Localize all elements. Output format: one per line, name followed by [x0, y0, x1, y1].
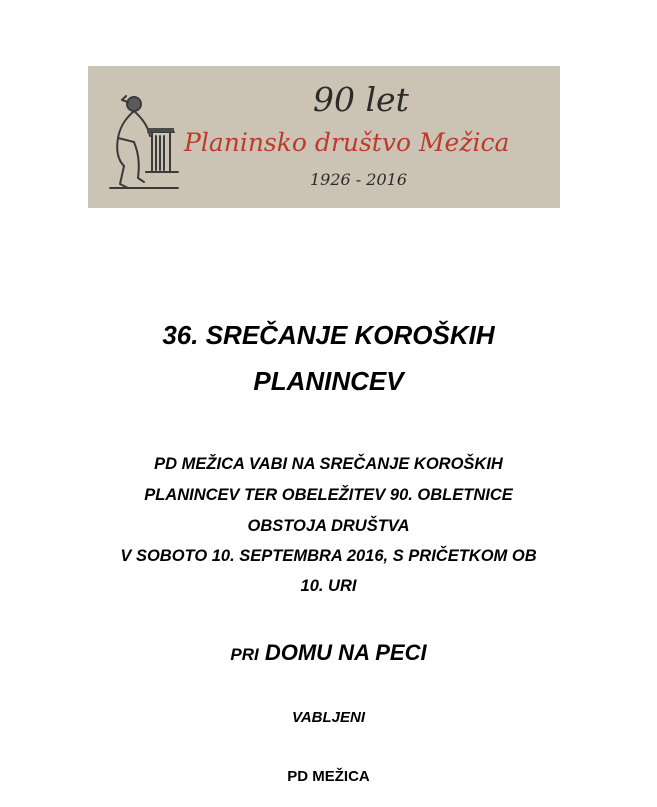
- invitation-line-5: 10. URI: [300, 577, 357, 595]
- event-title-line-2: PLANINCEV: [253, 366, 404, 396]
- event-title-line-1: 36. SREČANJE KOROŠKIH: [162, 320, 495, 350]
- invitation-line-3: OBSTOJA DRUŠTVA: [247, 517, 410, 535]
- venue-prefix: PRI: [230, 645, 259, 664]
- society-name: Planinsko društvo Mežica: [184, 128, 510, 157]
- year-span: 1926 - 2016: [310, 170, 408, 189]
- venue-place: DOMU NA PECI: [264, 640, 427, 665]
- invitation-line-2: PLANINCEV TER OBELEŽITEV 90. OBLETNICE: [144, 486, 513, 504]
- venue-line: [0, 640, 657, 666]
- welcome-text: VABLJENI: [291, 709, 366, 726]
- invitation-line-4: V SOBOTO 10. SEPTEMBRA 2016, S PRIČETKOM OB: [120, 547, 537, 565]
- invitation-line-1: PD MEŽICA VABI NA SREČANJE KOROŠKIH: [154, 455, 503, 473]
- seated-miner-figure-icon: [104, 92, 182, 196]
- organizer-signature: PD MEŽICA: [287, 768, 370, 785]
- anniversary-years: 90 let: [313, 80, 409, 119]
- anniversary-banner: [88, 66, 560, 208]
